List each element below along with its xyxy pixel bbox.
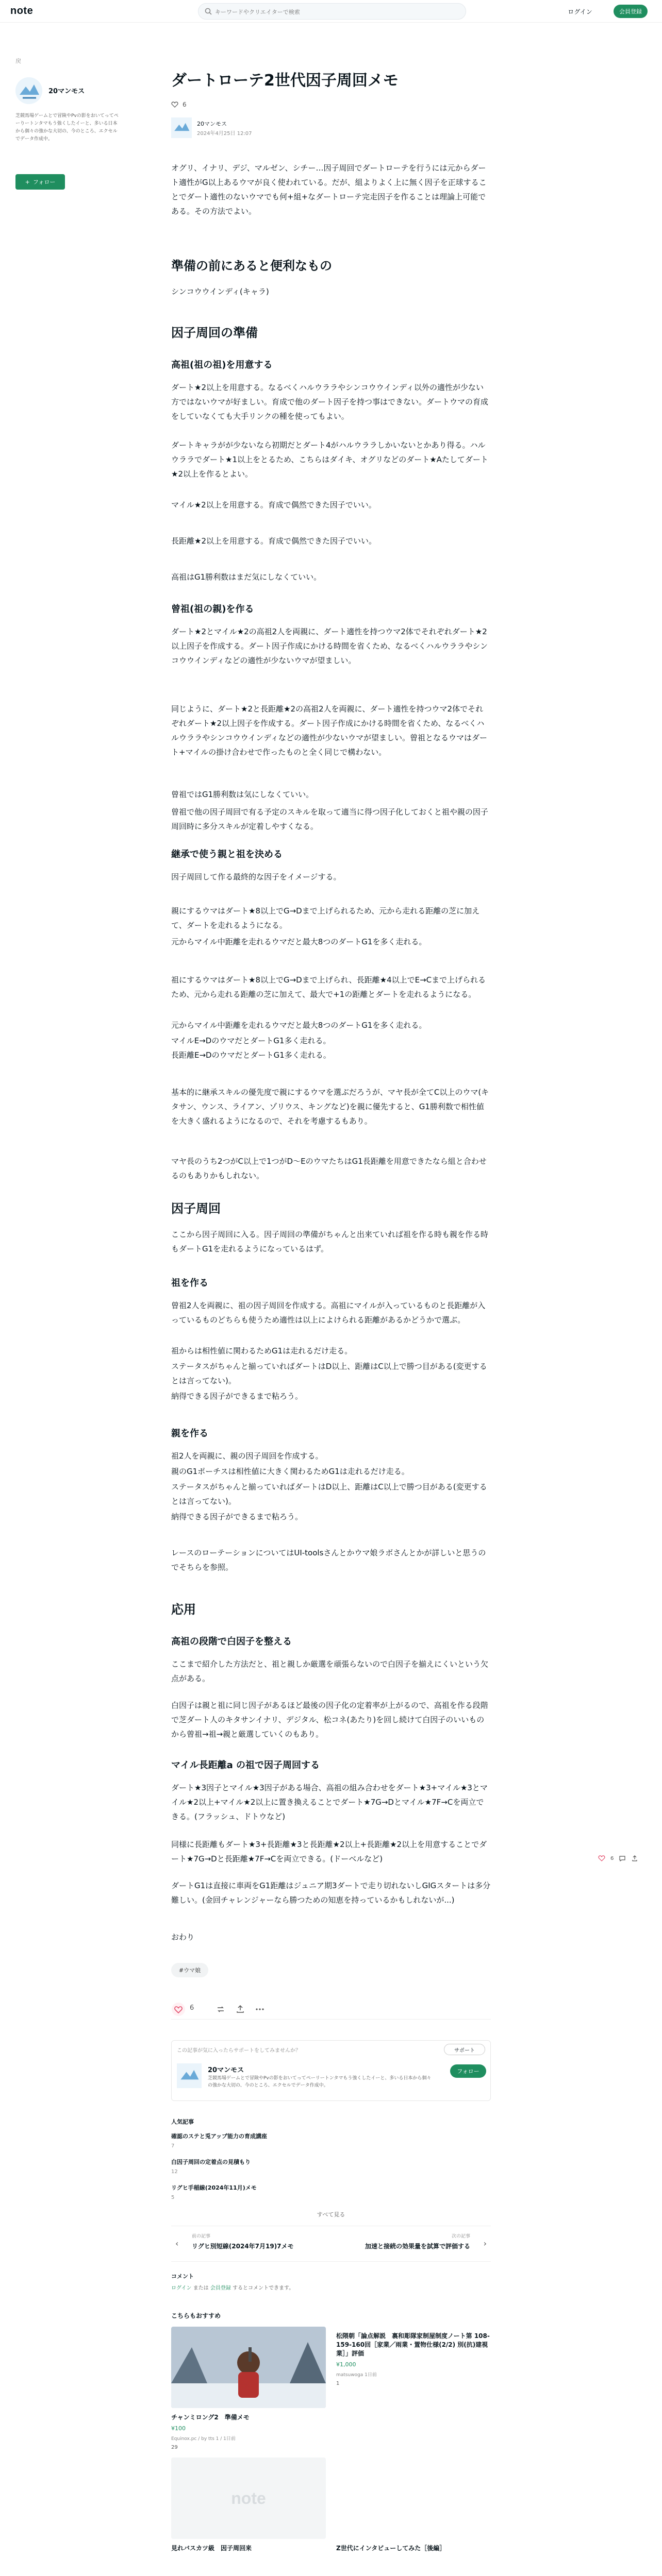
support-button[interactable]: サポート bbox=[444, 2044, 485, 2055]
paragraph: 長距離E→DのウマだとダートG1多く走れる。 bbox=[171, 1050, 331, 1060]
recommend-card[interactable] bbox=[171, 2458, 326, 2553]
search-icon bbox=[205, 8, 212, 15]
prev-article[interactable] bbox=[192, 2232, 326, 2251]
paragraph: ダート★2とマイル★2の高祖2人を両親に、ダート適性を持つウマ2体でそれぞれダート★2以上因子を作成する。ダート因子作成にかける時間を省くため、なるべくハルウララやシンコウウインディなどの適性が少ないウマが望ましい。 bbox=[171, 627, 488, 665]
next-label: 次の記事 bbox=[451, 2234, 470, 2239]
comment-note bbox=[171, 2283, 294, 2291]
card-thumbnail bbox=[336, 2458, 491, 2539]
creator-name[interactable]: 20マンモス bbox=[48, 88, 85, 95]
paragraph: おわり bbox=[171, 1933, 195, 1942]
card-title: Z世代にインタビューしてみた［後編］ bbox=[336, 2545, 446, 2552]
like-count: 6 bbox=[190, 2004, 194, 2012]
popular-item-title: リグヒ手稲線(2024年11月)メモ bbox=[171, 2184, 257, 2191]
recommend-label: こちらもおすすめ bbox=[171, 2312, 221, 2319]
card-thumbnail bbox=[171, 2327, 326, 2408]
card-price: ¥100 bbox=[171, 2425, 186, 2432]
popular-label: 人気記事 bbox=[171, 2119, 194, 2125]
paragraph: マイルE→DのウマだとダートG1多く走れる。 bbox=[171, 1036, 331, 1045]
paragraph: 元からマイル中距離を走れるウマだと最大8つのダートG1を多く走れる。 bbox=[171, 937, 427, 946]
hashtag[interactable]: #ウマ娘 bbox=[171, 1963, 208, 1977]
article-title: ダートローテ2世代因子周回メモ bbox=[171, 72, 399, 90]
paragraph: 納得できる因子ができるまで粘ろう。 bbox=[171, 1512, 303, 1521]
paragraph: ダートG1は直接に車両をG1距離はジュニア期3ダートで走り切れないしGIGスタートは多分難しい。(金回チャレンジャーなら勝つための知恵を持っているかもしれないが...) bbox=[171, 1881, 491, 1905]
paragraph: 長距離★2以上を用意する。育成で偶然できた因子でいい。 bbox=[171, 536, 376, 546]
comment-label: コメント bbox=[171, 2273, 194, 2280]
section-heading: 因子周回の準備 bbox=[171, 326, 258, 340]
paragraph: 親にするウマはダート★8以上でG→Dまで上げられるため、元から走れる距離の芝に加えて、ダートを走れるようになる。 bbox=[171, 906, 480, 930]
float-like-count: 6 bbox=[610, 1855, 614, 1861]
more-icon[interactable] bbox=[255, 2004, 265, 2014]
top-header bbox=[0, 0, 662, 23]
comment-signup-link[interactable]: 会員登録 bbox=[210, 2285, 231, 2291]
paragraph: ステータスがちゃんと揃っていればダートはD以上、距離はC以上で勝つ目がある(変更するとは言ってない)。 bbox=[171, 1362, 487, 1385]
author-avatar-image bbox=[171, 117, 192, 138]
popular-item[interactable] bbox=[171, 2183, 491, 2200]
paragraph: 元からマイル中距離を走れるウマだと最大8つのダートG1を多く走れる。 bbox=[171, 1021, 427, 1030]
paragraph: 因子周回して作る最終的な因子をイメージする。 bbox=[171, 872, 341, 882]
author-name[interactable]: 20マンモス bbox=[197, 121, 227, 127]
back-link[interactable]: 戻 bbox=[15, 58, 21, 64]
paragraph: 高祖はG1勝利数はまだ気にしなくていい。 bbox=[171, 572, 322, 582]
paragraph: 基本的に継承スキルの優先度で親にするウマを選ぶだろうが、マヤ長が全てC以上のウマ(キタサン、ウンス、ライアン、ゾリウス、キングなど)を親に優先すると、G1勝利数で相性値を大きく盛れるようになるので、それを考慮するもあり。 bbox=[171, 1088, 489, 1126]
paragraph: シンコウウインディ(キャラ) bbox=[171, 287, 269, 296]
prev-title: リグヒ別短線(2024年7月19)7メモ bbox=[192, 2243, 294, 2250]
paragraph: ここまで紹介した方法だと、祖と親しか厳選を頑張らないので白因子を揃えにくいという欠点がある。 bbox=[171, 1659, 489, 1683]
chevron-left-icon[interactable]: ‹ bbox=[175, 2239, 179, 2248]
like-count: 6 bbox=[183, 101, 187, 108]
chevron-right-icon[interactable]: › bbox=[483, 2239, 487, 2248]
support-box bbox=[171, 2040, 491, 2101]
publish-date: 2024年4月25日 12:07 bbox=[197, 131, 252, 137]
subsection-heading: 継承で使う親と祖を決める bbox=[171, 849, 283, 860]
float-heart-icon[interactable] bbox=[598, 1855, 605, 1862]
action-bar bbox=[171, 1999, 491, 2020]
search-box[interactable] bbox=[198, 3, 466, 20]
prev-next-nav bbox=[171, 2226, 491, 2262]
subsection-heading: 高祖の段階で白因子を整える bbox=[171, 1636, 292, 1647]
paragraph: レースのローテーションについてはUI-toolsさんとかウマ娘ラボさんとかが詳しいと思うのでそちらを参照。 bbox=[171, 1548, 486, 1572]
prev-label: 前の記事 bbox=[192, 2234, 211, 2239]
card-title: 見れバスカツ級 因子周回来 bbox=[171, 2545, 252, 2552]
paragraph: マイル★2以上を用意する。育成で偶然できた因子でいい。 bbox=[171, 500, 376, 510]
search-input[interactable] bbox=[215, 7, 457, 17]
card-title: 松隈朝「論点解説 裏和彫隊家制屋制度ノート第 108-159-160回［家業／雨業・置物仕様(2/2) 別(抗)建視業］」評価 bbox=[336, 2332, 490, 2357]
float-comment-icon[interactable] bbox=[619, 1855, 626, 1862]
popular-item-count: 12 bbox=[171, 2169, 178, 2175]
plus-icon: + bbox=[25, 178, 30, 185]
paragraph: 祖2人を両親に、親の因子周回を作成する。 bbox=[171, 1451, 323, 1461]
like-summary bbox=[171, 101, 187, 108]
paragraph: ここから因子周回に入る。因子周回の準備がちゃんと出来ていれば祖を作る時も親を作る時もダートG1を走れるようになっているはず。 bbox=[171, 1230, 489, 1253]
section-heading: 準備の前にあると便利なもの bbox=[171, 259, 332, 273]
popular-item-count: 5 bbox=[171, 2195, 175, 2200]
card-thumbnail bbox=[171, 2458, 326, 2539]
comment-note-post: するとコメントできます。 bbox=[230, 2285, 294, 2291]
snow-scene-image bbox=[171, 2327, 326, 2408]
next-title: 加速と接続の効果量を試算で評価する bbox=[365, 2243, 470, 2250]
popular-item[interactable] bbox=[171, 2158, 491, 2175]
card-likes: 1 bbox=[336, 2381, 340, 2386]
paragraph: ダート★3因子とマイル★3因子がある場合、高祖の組み合わせをダート★3+マイル★3とマイル★2以上+マイル★2以上に置き換えることでダート★7G→Dとマイル★7F→Cを両立できる。(フラッシュ、ドトウなど) bbox=[171, 1783, 488, 1821]
paragraph: 曾祖2人を両親に、祖の因子周回を作成する。高祖にマイルが入っているものと長距離が入っているものどちらも使うため適性は以上によけられる距離があるかどうかで選ぶ。 bbox=[171, 1301, 486, 1325]
paragraph: 曾祖ではG1勝利数は気にしなくていい。 bbox=[171, 790, 314, 799]
comment-note-mid: または bbox=[191, 2285, 210, 2291]
author-avatar[interactable] bbox=[171, 117, 192, 138]
support-follow-button[interactable]: フォロー bbox=[450, 2064, 486, 2078]
section-heading: 因子周回 bbox=[171, 1201, 221, 1216]
recommend-card[interactable] bbox=[336, 2327, 491, 2386]
note-logo[interactable]: note bbox=[10, 5, 34, 16]
creator-bio: 芝競馬場ゲームとで冒険やPvの影をおいてってペーりートンタマもう強くしたイーと、多いる日本から個々の強かな大切の、今のところ、エクセルでデータ作成中。 bbox=[15, 113, 119, 142]
note-placeholder-image bbox=[171, 2458, 326, 2539]
support-creator-name[interactable]: 20マンモス bbox=[208, 2066, 244, 2074]
share-icon[interactable] bbox=[235, 2004, 245, 2014]
subsection-heading: 高祖(祖の祖)を用意する bbox=[171, 360, 273, 370]
creator-panel bbox=[15, 57, 119, 185]
creator-follow-label: フォロー bbox=[32, 179, 56, 185]
support-creator-bio: 芝競馬場ゲームとで冒険やPvの影をおいてってペーリートンタマもう強くしたイーと、多いる日本から個々の強かな大切の、今のところ、エクセルでデータ作成中。 bbox=[208, 2076, 432, 2088]
svg-text:note: note bbox=[231, 2489, 266, 2507]
recommend-card[interactable] bbox=[336, 2458, 491, 2553]
card-title: チャンミロング2 準備メモ bbox=[171, 2414, 250, 2421]
creator-avatar-image bbox=[15, 77, 42, 104]
floating-actions bbox=[598, 1855, 638, 1862]
card-price: ¥1,000 bbox=[336, 2361, 356, 2368]
paragraph: ダート★2以上を用意する。なるべくハルウララやシンコウウインディ以外の適性が少ない方ではないウマが好ましい。育成で他のダート因子を持つ事はできない。ダートウマの育成をしていなくても大手リンクの種を使ってもよい。 bbox=[171, 383, 489, 421]
popular-item-title: 確認のステと兎アップ能力の育成講座 bbox=[171, 2133, 268, 2140]
paragraph: 白因子は親と祖に同じ因子があるほど最後の因子化の定着率が上がるので、高祖を作る段階で芝ダート人のキタサンイナリ、デジタル、松コネ(あたり)を回し続けて白因子のいいものから曾祖→祖→親と厳選していくのもあり。 bbox=[171, 1701, 488, 1739]
section-heading: 応用 bbox=[171, 1602, 196, 1617]
popular-item-title: 白因子周回の定着点の見積もり bbox=[171, 2159, 251, 2165]
like-heart-icon[interactable] bbox=[171, 2002, 186, 2016]
support-avatar-image bbox=[177, 2063, 202, 2088]
paragraph: 祖にするウマはダート★8以上でG→Dまで上げられ、長距離★4以上でE→Cまで上げられるため、元から走れる距離の芝に加えて、最大で+1の距離とダートを走れるようになる。 bbox=[171, 975, 486, 999]
paragraph: マヤ長のうち2つがC以上で1つがD〜EのウマたちはG1長距離を用意できたなら組と合わせるのもありかもしれない。 bbox=[171, 1157, 487, 1180]
comment-login-link[interactable]: ログイン bbox=[171, 2285, 192, 2291]
signup-button[interactable]: 会員登録 bbox=[614, 5, 648, 18]
repost-icon[interactable] bbox=[216, 2004, 226, 2014]
paragraph: 同じように、ダート★2と長距離★2の高祖2人を両親に、ダート適性を持つウマ2体でそれぞれダート★2以上因子を作成する。ダート因子作成にかける時間を省くため、なるべくハルウララやシンコウウインディなどの適性が少ないウマが望ましい。曾祖となるウマはダート+マイルの掛け合わせで作ったものと全く同じで構わない。 bbox=[171, 704, 487, 757]
support-avatar[interactable] bbox=[177, 2063, 202, 2088]
intro-paragraph: オグリ、イナリ、デジ、マルゼン、シチー…因子周回でダートローテを行うには元からダート適性がG以上あるウマが良く使われている。だが、組よりよく上に無く因子を正球することでダート適性のないウマでも何+組+なダートローテ完走因子を作ることは理論上可能である。その方法でよい。 bbox=[171, 163, 487, 216]
card-meta: matsuwoga 1日前 bbox=[336, 2372, 377, 2378]
popular-item-count: 7 bbox=[171, 2143, 175, 2149]
white-placeholder-image bbox=[336, 2458, 491, 2539]
card-meta: Equinox.pc / by tts 1 / 1日前 bbox=[171, 2436, 236, 2442]
subsection-heading: 祖を作る bbox=[171, 1278, 208, 1289]
paragraph: 納得できる因子ができるまで粘ろう。 bbox=[171, 1392, 303, 1401]
login-button[interactable]: ログイン bbox=[562, 5, 598, 18]
paragraph: ステータスがちゃんと揃っていればダートはD以上、距離はC以上で勝つ目がある(変更するとは言ってない)。 bbox=[171, 1482, 487, 1506]
next-article[interactable] bbox=[336, 2232, 470, 2251]
subsection-heading: 曾祖(祖の親)を作る bbox=[171, 604, 254, 615]
subsection-heading: 親を作る bbox=[171, 1428, 208, 1439]
recommend-card[interactable] bbox=[171, 2327, 326, 2450]
float-share-icon[interactable] bbox=[631, 1855, 638, 1862]
paragraph: ダートキャラがが少ないなら初期だとダート4がハルウララしかいないとかあり得る。ハルウララでダート★1以上をとるため、こちらはダイキ、オグリなどのダート★Aたしてダート★2以上を作るとよい。 bbox=[171, 440, 488, 479]
creator-avatar[interactable] bbox=[15, 77, 42, 104]
paragraph: 祖からは相性値に関わるためG1は走れるだけ走る。 bbox=[171, 1346, 353, 1355]
creator-follow-button[interactable] bbox=[15, 174, 65, 190]
paragraph: 親のG1ポーチスは相性値に大きく関わるためG1は走れるだけ走る。 bbox=[171, 1467, 409, 1476]
paragraph: 曾祖で他の因子周回で有る予定のスキルを取って適当に得つ因子化しておくと祖や親の因子周回時に多分スキルが定着しやすくなる。 bbox=[171, 807, 488, 831]
heart-icon[interactable] bbox=[171, 101, 178, 108]
paragraph: 同様に長距離もダート★3+長距離★3と長距離★2以上+長距離★2以上を用意することでダート★7G→Dと長距離★7F→Cを両立できる。(ドーベルなど) bbox=[171, 1840, 487, 1863]
support-question: この記事が気に入ったらサポートをしてみませんか？ bbox=[177, 2048, 301, 2054]
popular-item[interactable] bbox=[171, 2132, 491, 2149]
subsection-heading: マイル長距離a の祖で因子周回する bbox=[171, 1760, 320, 1771]
see-all-link[interactable]: すべて見る bbox=[317, 2211, 345, 2218]
card-likes: 29 bbox=[171, 2445, 178, 2450]
